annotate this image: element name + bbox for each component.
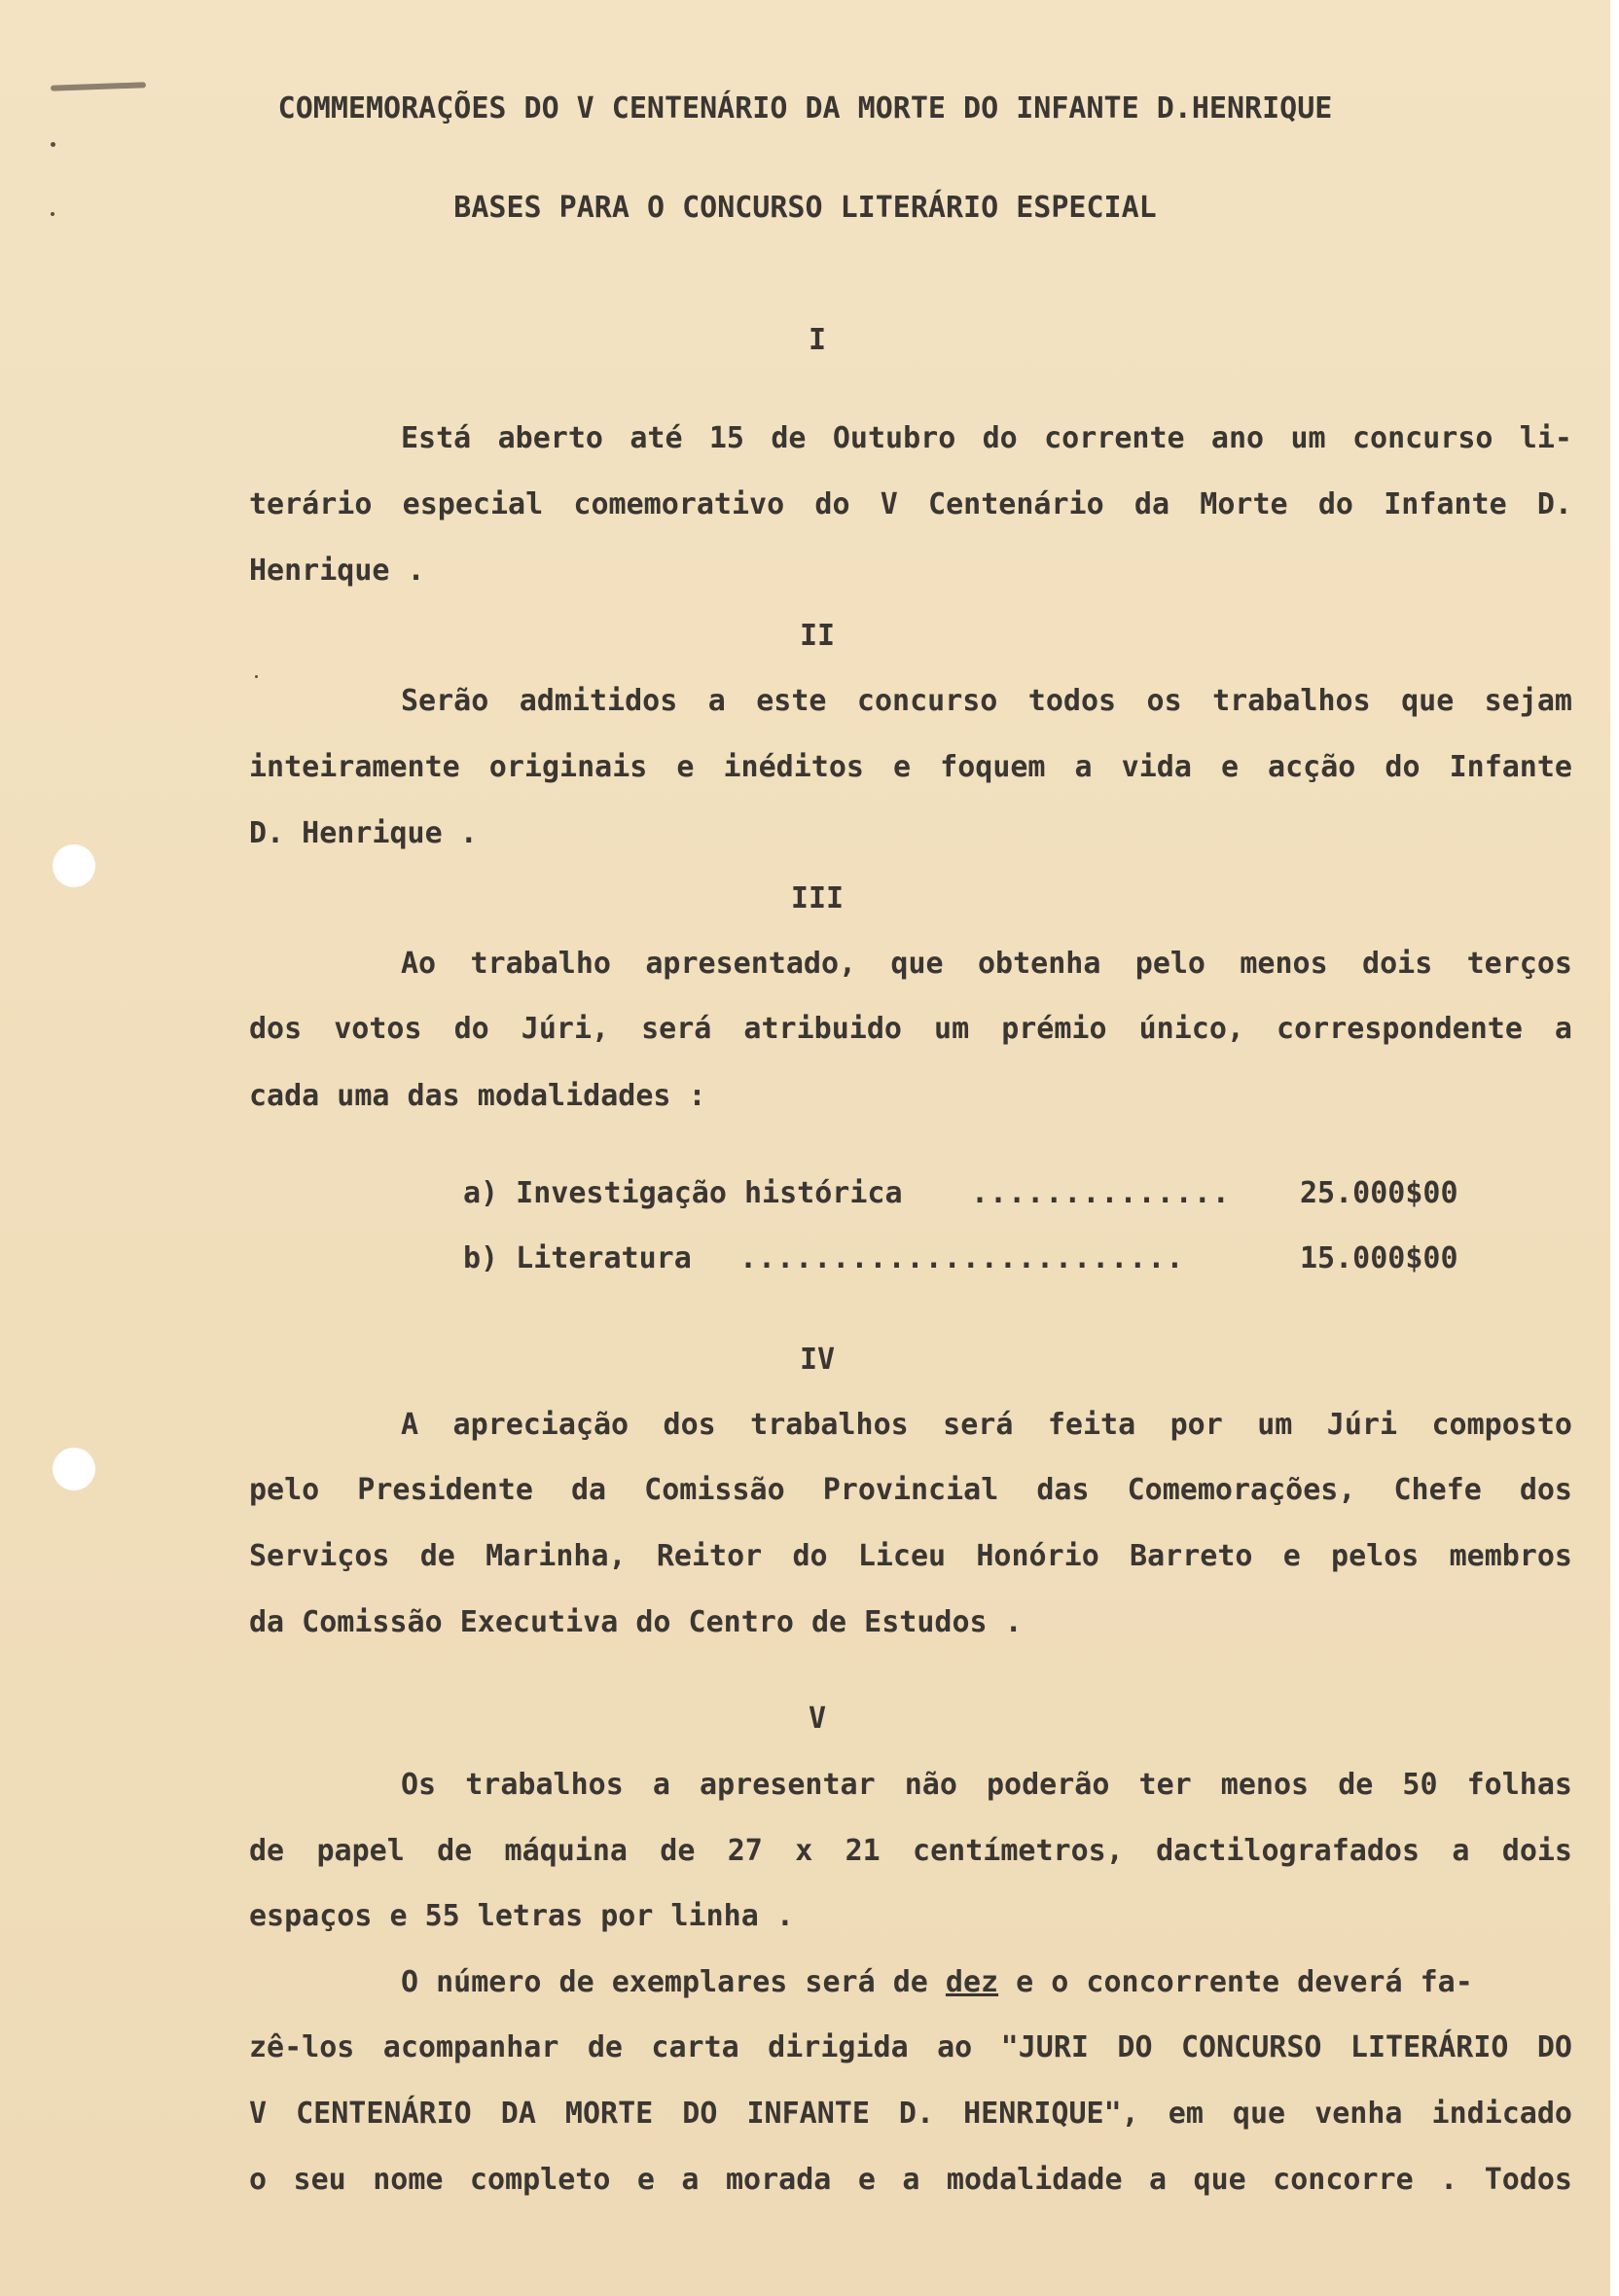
prize-leader-dots: ........................ [739, 1242, 1185, 1275]
paper-speck [255, 675, 258, 678]
prize-label: b) Literatura [463, 1241, 692, 1275]
text-line: inteiramente originais e inéditos e foquem a vida e acção do Infante [249, 750, 1572, 784]
text-line: dos votos do Júri, será atribuido um prémio único, correspondente a [249, 1012, 1572, 1046]
text-line: o seu nome completo e a morada e a modalidade a que concorre . Todos [249, 2163, 1572, 2197]
text-line: V CENTENÁRIO DA MORTE DO INFANTE D. HENRIQUE", em que venha indicado [249, 2097, 1572, 2131]
scan-border [1610, 0, 1619, 2296]
text-line: D. Henrique . [249, 816, 478, 850]
document-subtitle: BASES PARA O CONCURSO LITERÁRIO ESPECIAL [453, 191, 1157, 225]
text-segment: e o concorrente deverá fa- [998, 1965, 1473, 1999]
text-line: Serviços de Marinha, Reitor do Liceu Honório Barreto e pelos membros [249, 1539, 1572, 1573]
prize-label: a) Investigação histórica [463, 1176, 903, 1210]
paper-speck [51, 142, 55, 147]
punch-hole [53, 844, 95, 887]
section-numeral: III [790, 881, 845, 915]
text-line: A apreciação dos trabalhos será feita por um Júri composto [401, 1408, 1572, 1442]
section-numeral: I [808, 323, 827, 357]
text-line: Serão admitidos a este concurso todos os trabalhos que sejam [401, 684, 1572, 718]
document-title: COMMEMORAÇÕES DO V CENTENÁRIO DA MORTE DO INFANTE D.HENRIQUE [277, 91, 1333, 126]
section-numeral: IV [799, 1343, 836, 1377]
text-line: terário especial comemorativo do V Centenário da Morte do Infante D. [249, 487, 1572, 521]
text-line: cada uma das modalidades : [249, 1079, 706, 1113]
text-line: da Comissão Executiva do Centro de Estudos . [249, 1605, 1023, 1639]
staple-mark [51, 82, 146, 90]
underlined-word: dez [945, 1965, 999, 1999]
punch-hole [53, 1448, 95, 1490]
prize-leader-dots: .............. [971, 1177, 1231, 1210]
text-line: Está aberto até 15 de Outubro do corrente ano um concurso li- [401, 421, 1572, 455]
text-line: pelo Presidente da Comissão Provincial das Comemorações, Chefe dos [249, 1473, 1572, 1507]
text-line: Ao trabalho apresentado, que obtenha pelo menos dois terços [401, 947, 1572, 981]
section-numeral: V [808, 1702, 827, 1736]
prize-amount: 15.000$00 [1300, 1241, 1458, 1275]
section-numeral: II [799, 619, 836, 653]
text-line: zê-los acompanhar de carta dirigida ao "JURI DO CONCURSO LITERÁRIO DO [249, 2030, 1572, 2064]
prize-amount: 25.000$00 [1300, 1176, 1458, 1210]
text-line-with-underline [401, 1966, 1473, 1999]
text-line: espaços e 55 letras por linha . [249, 1899, 794, 1933]
text-line: de papel de máquina de 27 x 21 centímetros, dactilografados a dois [249, 1834, 1572, 1868]
text-line: Os trabalhos a apresentar não poderão ter menos de 50 folhas [401, 1768, 1572, 1802]
text-segment: O número de exemplares será de [401, 1965, 946, 1999]
text-line: Henrique . [249, 554, 425, 588]
